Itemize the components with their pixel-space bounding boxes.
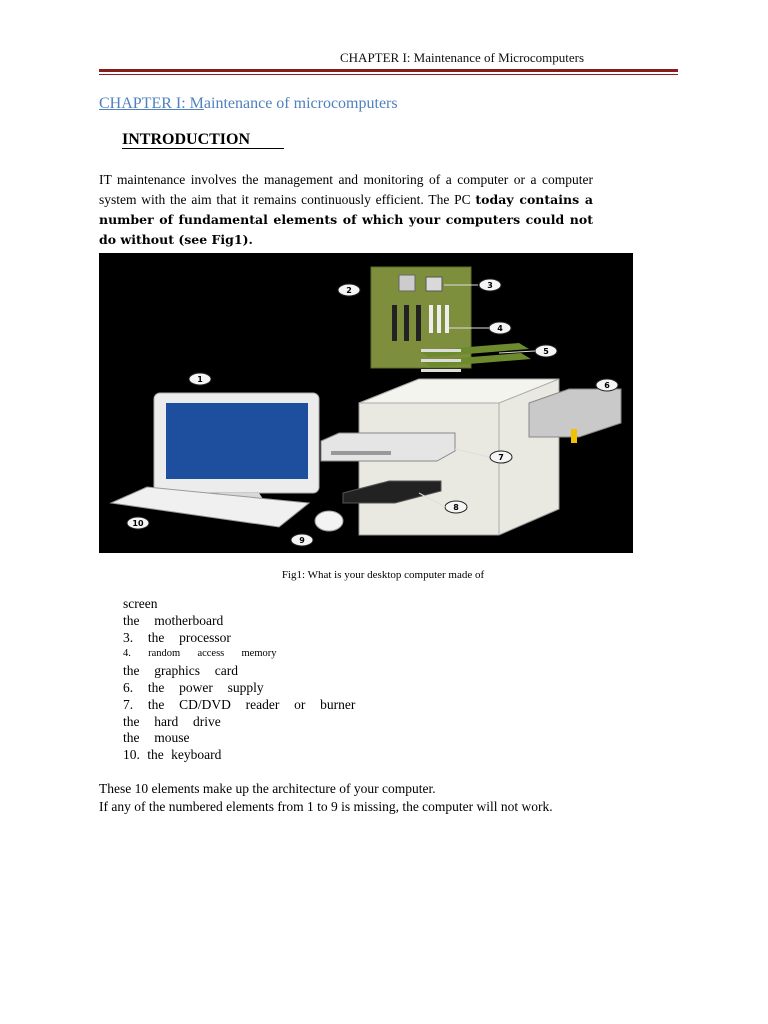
- figure-caption-text: Fig1: What is your desktop computer made of: [281, 569, 485, 581]
- list-item: screen: [123, 596, 158, 611]
- callout-3-label: 3: [487, 281, 493, 290]
- card-bracket-shape: [421, 349, 461, 352]
- callout-5-label: 5: [543, 347, 549, 356]
- list-item: 4. random access memory: [123, 648, 277, 660]
- intro-paragraph: [99, 170, 593, 250]
- section-title-underline: [122, 148, 284, 149]
- list-item: the motherboard: [123, 612, 224, 628]
- callout-10-label: 10: [132, 519, 144, 528]
- callout-8-label: 8: [453, 503, 459, 512]
- card-bracket-shape: [421, 359, 461, 362]
- computer-figure: [99, 253, 633, 553]
- processor-chip-shape: [426, 277, 442, 291]
- ram-slot-shape: [445, 305, 449, 333]
- slot-shape: [416, 305, 421, 341]
- chapter-title-prefix: CHAPTER I: M: [99, 95, 204, 112]
- list-item: 6. the power supply: [123, 679, 264, 695]
- summary-text: [99, 780, 553, 816]
- header-rule-thin: [99, 74, 678, 75]
- list-item: the graphics card: [123, 663, 238, 679]
- list-item: 3. the processor: [123, 629, 231, 645]
- list-item: 7. the CD/DVD reader or burner: [123, 696, 356, 712]
- running-header: CHAPTER I: Maintenance of Microcomputers: [340, 50, 585, 65]
- ram-slot-shape: [437, 305, 441, 333]
- list-item: the mouse: [123, 730, 190, 746]
- slot-shape: [392, 305, 397, 341]
- summary-line-2: If any of the numbered elements from 1 to 9 is missing, the computer will not work.: [99, 799, 553, 814]
- component-list: [123, 596, 355, 764]
- callout-7-label: 7: [498, 453, 504, 462]
- callout-6-label: 6: [604, 381, 610, 390]
- intro-bold-text: today contains a number of fundamental elements of which your computers could not do without (see Fig1).: [99, 192, 593, 247]
- intro-plain-text: IT maintenance involves the management and monitoring of a computer or a computer system with the aim that it remains continuously efficient. The PC: [99, 172, 593, 207]
- figure-caption: [0, 569, 768, 581]
- power-cable-shape: [571, 429, 577, 443]
- callout-4-label: 4: [497, 324, 503, 333]
- computer-diagram: [99, 253, 633, 553]
- optical-drive-shape: [321, 433, 455, 461]
- callout-2-label: 2: [346, 286, 352, 295]
- processor-socket-shape: [399, 275, 415, 291]
- monitor-screen-shape: [166, 403, 308, 479]
- chapter-title: [99, 95, 398, 113]
- callout-9-label: 9: [299, 536, 305, 545]
- callout-line: [499, 351, 535, 353]
- disc-tray-shape: [331, 451, 391, 455]
- ram-slot-shape: [429, 305, 433, 333]
- slot-shape: [404, 305, 409, 341]
- header-rule-thick: [99, 69, 678, 72]
- summary-line-1: These 10 elements make up the architecture of your computer.: [99, 781, 436, 796]
- section-title: INTRODUCTION: [122, 131, 251, 148]
- card-bracket-shape: [421, 369, 461, 372]
- list-item: the hard drive: [123, 713, 221, 729]
- callout-1-label: 1: [197, 375, 203, 384]
- list-item: 10. the keyboard: [123, 747, 222, 763]
- mouse-shape: [315, 511, 343, 531]
- chapter-title-rest: aintenance of microcomputers: [203, 95, 398, 112]
